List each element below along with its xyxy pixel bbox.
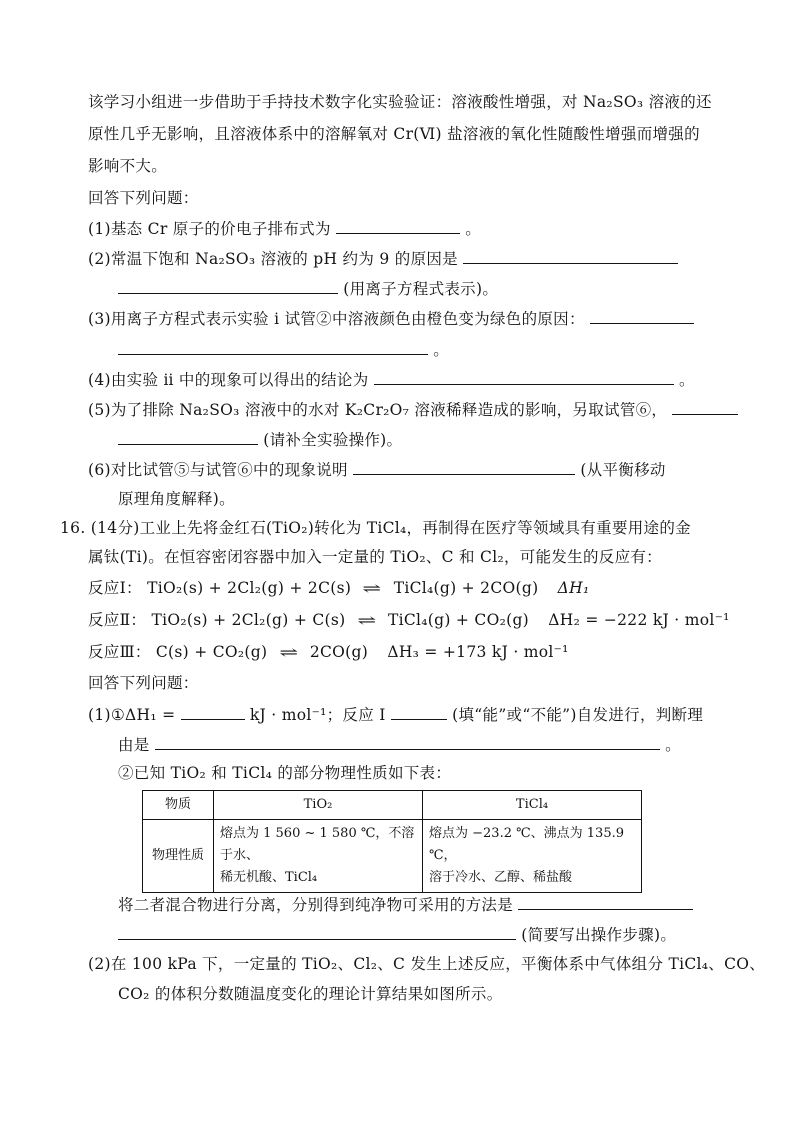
q15-2-text: (2)常温下饱和 Na₂SO₃ 溶液的 pH 约为 9 的原因是 [88,250,458,268]
q15-1 [88,217,481,240]
q15-2-cont [118,277,498,300]
table-cell-ticl4 [423,820,642,893]
q16-prompt: 回答下列问题： [88,674,199,692]
equilibrium-arrow-icon: ⇌ [357,613,377,629]
q16-1-c: (填“能”或“不能”)自发进行，判断理 [452,706,704,724]
answer-blank[interactable] [463,247,678,264]
ticl4-props-line1: 熔点为 −23.2 ℃、沸点为 135.9 ℃， [429,826,624,863]
q15-3-end: 。 [433,341,450,359]
reaction-1-rhs: TiCl₄(g) + 2CO(g) [393,579,539,597]
reaction-3-rhs: 2CO(g) [309,643,369,661]
reaction-2 [88,609,730,632]
q15-6-tail: (从平衡移动 [580,461,666,479]
answer-blank[interactable] [155,733,660,750]
q16-1-b: kJ · mol⁻¹；反应 Ⅰ [249,706,386,724]
physical-properties-table [142,790,642,893]
q16-separation [118,893,693,916]
q15-5-cont-text: (请补全实验操作)。 [263,431,403,449]
reaction-1-lhs: TiO₂(s) + 2Cl₂(g) + 2C(s) [147,579,352,597]
answer-blank[interactable] [118,277,338,294]
q16-1-d-end: 。 [665,736,681,754]
q16-separation-text: 将二者混合物进行分离，分别得到纯净物可采用的方法是 [118,896,514,914]
answer-blank[interactable] [391,703,447,720]
q15-6 [88,458,666,481]
q16-separation-cont-text: (简要写出操作步骤)。 [521,926,677,944]
q16-1-2: ②已知 TiO₂ 和 TiCl₄ 的部分物理性质如下表： [118,764,452,782]
reaction-2-dh: ΔH₂ = −222 kJ · mol⁻¹ [548,611,730,629]
q15-5-cont [118,428,402,451]
q16-1-d: 由是 [118,736,150,754]
reaction-3-label: 反应Ⅲ： [88,643,151,661]
intro-line-3: 影响不大。 [88,157,168,175]
reaction-2-lhs: TiO₂(s) + 2Cl₂(g) + C(s) [151,611,346,629]
reaction-3-dh: ΔH₃ = +173 kJ · mol⁻¹ [387,643,569,661]
q15-6-text: (6)对比试管⑤与试管⑥中的现象说明 [88,461,348,479]
q16-separation-cont [118,923,676,946]
table-header-substance: 物质 [143,791,214,820]
equilibrium-arrow-icon: ⇌ [362,581,383,597]
q15-4-text: (4)由实验 ⅱ 中的现象可以得出的结论为 [88,371,369,389]
q15-3-text: (3)用离子方程式表示实验 ⅰ 试管②中溶液颜色由橙色变为绿色的原因： [88,310,585,328]
q15-1-end: 。 [465,220,482,238]
intro-line-2: 原性几乎无影响，且溶液体系中的溶解氧对 Cr(Ⅵ) 盐溶液的氧化性随酸性增强而增强的 [88,125,700,143]
tio2-props-line1: 熔点为 1 560 ~ 1 580 ℃，不溶于水、 [220,826,415,863]
q15-2 [88,247,678,270]
q15-4 [88,368,695,391]
q16-header-cont: 属钛(Ti)。在恒容密闭容器中加入一定量的 TiO₂、C 和 Cl₂，可能发生的反应有： [88,548,662,566]
answer-blank[interactable] [118,923,516,940]
q15-3-cont [118,338,449,361]
answer-blank[interactable] [518,893,693,910]
answer-blank[interactable] [336,217,460,234]
answer-blank[interactable] [353,458,575,475]
reaction-2-label: 反应Ⅱ： [88,611,147,629]
equilibrium-arrow-icon: ⇌ [278,645,299,661]
reaction-3 [88,641,569,664]
table-header-ticl4: TiCl₄ [423,791,642,820]
q16-2: (2)在 100 kPa 下，一定量的 TiO₂、Cl₂、C 发生上述反应，平衡体系中气体组分 TiCl₄、CO、 [88,955,766,973]
table-row-label: 物理性质 [143,820,214,893]
q15-5 [88,398,738,421]
answer-blank[interactable] [590,307,694,324]
q15-1-text: (1)基态 Cr 原子的价电子排布式为 [88,220,331,238]
q15-2-cont-text: (用离子方程式表示)。 [343,280,499,298]
reaction-1-label: 反应Ⅰ： [88,579,142,597]
intro-line-1: 该学习小组进一步借助于手持技术数字化实验验证：溶液酸性增强，对 Na₂SO₃ 溶液的还 [88,93,712,111]
table-cell-tio2 [214,820,423,893]
answer-prompt: 回答下列问题： [88,189,199,207]
q16-1-a: (1)①ΔH₁ = [88,706,176,724]
answer-blank[interactable] [118,338,428,355]
reaction-1-dh: ΔH₁ [557,579,590,597]
table-header-tio2: TiO₂ [214,791,423,820]
q16-2-cont: CO₂ 的体积分数随温度变化的理论计算结果如图所示。 [118,985,503,1003]
reaction-1 [88,577,590,600]
reaction-2-rhs: TiCl₄(g) + CO₂(g) [387,611,530,629]
ticl4-props-line2: 溶于冷水、乙醇、稀盐酸 [429,870,573,885]
q15-6-cont: 原理角度解释)。 [118,490,235,508]
q16-header: 16. (14分)工业上先将金红石(TiO₂)转化为 TiCl₄，再制得在医疗等领域具有重要用途的金 [60,519,691,537]
q15-5-text: (5)为了排除 Na₂SO₃ 溶液中的水对 K₂Cr₂O₇ 溶液稀释造成的影响，另取试管⑥， [88,401,668,419]
q15-4-end: 。 [679,371,695,389]
reaction-3-lhs: C(s) + CO₂(g) [155,643,268,661]
q15-3 [88,307,694,330]
table-header-row [143,791,642,820]
tio2-props-line2: 稀无机酸、TiCl₄ [220,870,318,885]
q16-1 [88,703,703,726]
answer-blank[interactable] [118,428,258,445]
answer-blank[interactable] [374,368,674,385]
q16-1-cont [118,733,681,756]
table-row [143,820,642,893]
answer-blank[interactable] [672,398,738,415]
answer-blank[interactable] [181,703,245,720]
